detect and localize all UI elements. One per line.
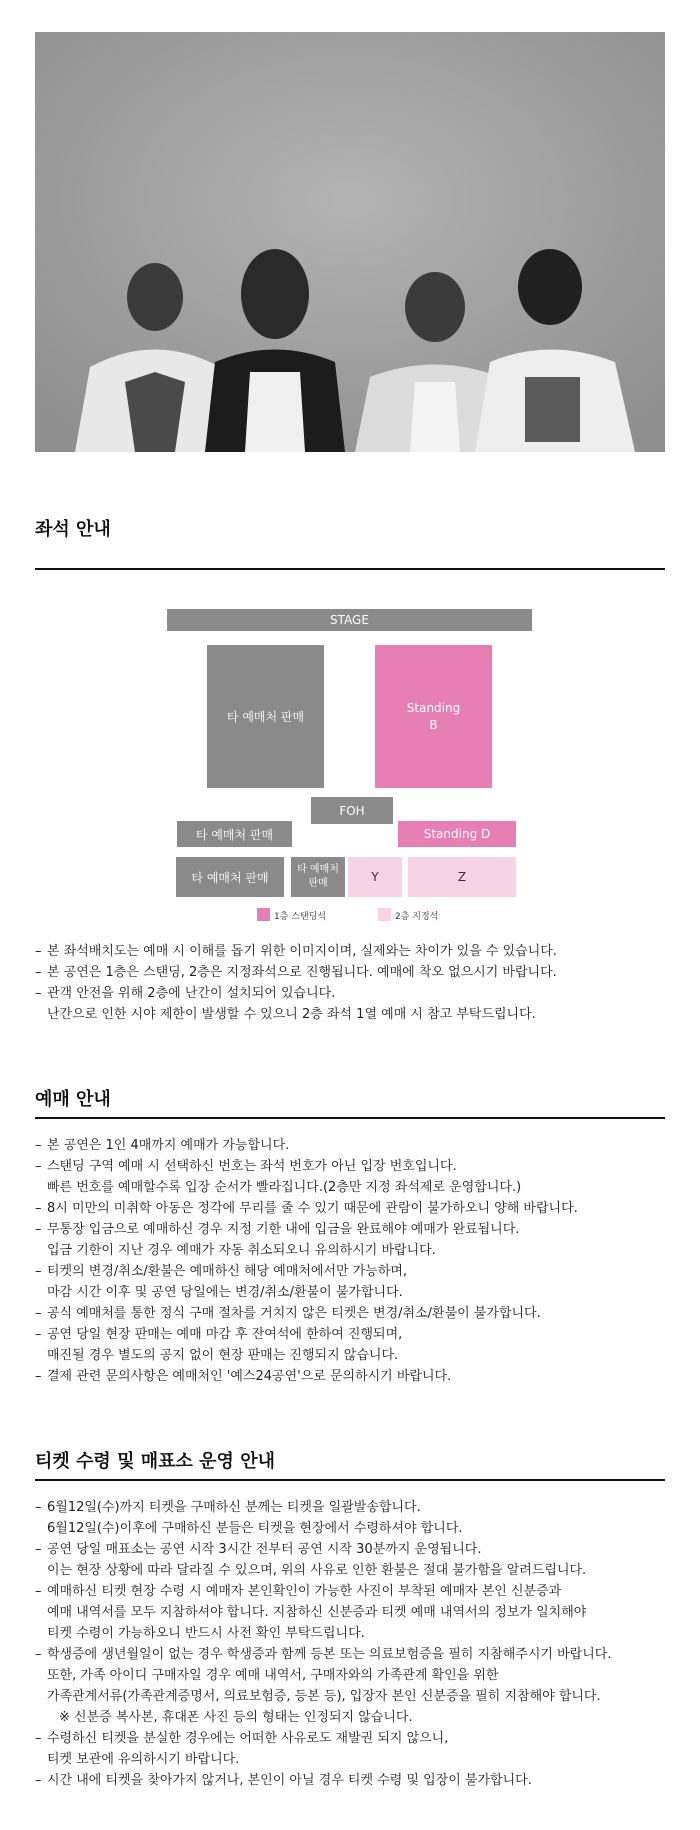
ticket-note-item [35,1728,665,1770]
booking-note-item [35,1198,665,1219]
booking-note-line: – 8시 미만의 미취학 아동은 정각에 무리를 줄 수 있기 때문에 관람이 불가하오니 양해 바랍니다. [47,1201,578,1216]
ticket-note-line: – 시간 내에 티켓을 찾아가지 않거나, 본인이 아닐 경우 티켓 수령 및 입장이 불가합니다. [47,1773,532,1788]
foh-area: FOH [311,797,393,824]
booking-note-line: – 스탠딩 구역 예매 시 선택하신 번호는 좌석 번호가 아닌 입장 번호입니다. [47,1159,457,1174]
ticket-title: 티켓 수령 및 매표소 운영 안내 [35,1451,275,1472]
ticket-note-line: – 수령하신 티켓을 분실한 경우에는 어떠한 사유로도 재발권 되지 않으니, [47,1731,449,1746]
booking-note-line: – 공식 예매처를 통한 정식 구매 절차를 거치지 않은 티켓은 변경/취소/환불이 불가합니다. [47,1306,541,1321]
ticket-note-line: 예매 내역서를 모두 지참하셔야 합니다. 지참하신 신분증과 티켓 예매 내역서의 정보가 일치해야 [47,1605,587,1620]
ticket-notes [35,1497,665,1791]
seating-note-line: – 관객 안전을 위해 2층에 난간이 설치되어 있습니다. [47,986,336,1001]
other-vendor-area-small: 타 예매처 판매 [291,857,345,897]
booking-note-item [35,1156,665,1198]
legend-reserved-swatch [378,908,391,921]
ticket-note-line: – 공연 당일 매표소는 공연 시작 3시간 전부터 공연 시작 30분까지 운영됩니다. [47,1542,482,1557]
legend-standing-swatch [257,908,270,921]
booking-note-line: – 본 공연은 1인 4매까지 예매가 가능합니다. [47,1138,290,1153]
ticket-note-line: 티켓 수령이 가능하오니 반드시 사전 확인 부탁드립니다. [47,1626,365,1641]
booking-note-item [35,1219,665,1261]
booking-divider [35,1117,665,1119]
booking-note-line: 빠른 번호를 예매할수록 입장 순서가 빨라집니다.(2층만 지정 좌석제로 운영합니다.) [47,1180,522,1195]
seating-note-line: 난간으로 인한 시야 제한이 발생할 수 있으니 2층 좌석 1열 예매 시 참고 부탁드립니다. [47,1007,536,1022]
ticket-note-line: 이는 현장 상황에 따라 달라질 수 있으며, 위의 사유로 인한 환불은 절대 불가함을 알려드립니다. [47,1563,587,1578]
seating-note-item [35,962,665,983]
booking-notes [35,1135,665,1387]
seating-note-line: – 본 공연은 1층은 스탠딩, 2층은 지정좌석으로 진행됩니다. 예매에 착오 없으시기 바랍니다. [47,965,557,980]
ticket-note-line: 6월12일(수)이후에 구매하신 분들은 티켓을 현장에서 수령하셔야 합니다. [47,1521,463,1536]
band-photo-icon [35,32,665,452]
ticket-divider [35,1479,665,1481]
seating-note-item [35,983,665,1025]
seating-note-item [35,941,665,962]
standing-d-area: Standing D [398,821,516,847]
ticket-note-item [35,1539,665,1581]
seating-note-line: – 본 좌석배치도는 예매 시 이해를 돕기 위한 이미지이며, 실제와는 차이가 있을 수 있습니다. [47,944,557,959]
booking-note-line: 매진될 경우 별도의 공지 없이 현장 판매는 진행되지 않습니다. [47,1348,399,1363]
booking-note-line: 입금 기한이 지난 경우 예매가 자동 취소되오니 유의하시기 바랍니다. [47,1243,436,1258]
seat-area-z: Z [408,857,516,897]
other-vendor-area-mid: 타 예매처 판매 [177,821,292,847]
legend-standing-label: 1층 스탠딩석 [274,912,327,922]
booking-note-line: – 결제 관련 문의사항은 예매처인 '예스24공연'으로 문의하시기 바랍니다. [47,1369,452,1384]
seating-divider [35,568,665,570]
ticket-note-line: 또한, 가족 아이디 구매자일 경우 예매 내역서, 구매자와의 가족관계 확인을 위한 [47,1668,499,1683]
booking-note-item [35,1261,665,1303]
booking-note-item [35,1366,665,1387]
other-vendor-area-low: 타 예매처 판매 [176,857,284,897]
ticket-note-line: 티켓 보관에 유의하시기 바랍니다. [47,1752,240,1767]
legend-reserved-label: 2층 지정석 [395,912,439,922]
seating-title: 좌석 안내 [35,519,111,540]
stage: STAGE [167,609,532,631]
ticket-note-line: 가족관계서류(가족관계증명서, 의료보험증, 등본 등), 입장자 본인 신분증을 필히 지참해야 합니다. [47,1689,601,1704]
ticket-note-item [35,1644,665,1728]
ticket-note-item [35,1581,665,1644]
booking-note-line: – 무통장 입금으로 예매하신 경우 지정 기한 내에 입금을 완료해야 예매가 완료됩니다. [47,1222,520,1237]
ticket-note-line: – 학생증에 생년월일이 없는 경우 학생증과 함께 등본 또는 의료보험증을 필히 지참해주시기 바랍니다. [47,1647,612,1662]
booking-note-line: – 공연 당일 현장 판매는 예매 마감 후 잔여석에 한하여 진행되며, [47,1327,403,1342]
seating-notes [35,941,665,1025]
booking-note-item [35,1324,665,1366]
booking-note-line: 마감 시간 이후 및 공연 당일에는 변경/취소/환불이 불가합니다. [47,1285,403,1300]
ticket-note-line: ※ 신분증 복사본, 휴대폰 사진 등의 형태는 인정되지 않습니다. [59,1710,413,1725]
ticket-note-item [35,1497,665,1539]
seat-area-y: Y [348,857,402,897]
standing-b-area: Standing B [375,645,492,788]
ticket-note-line: – 예매하신 티켓 현장 수령 시 예매자 본인확인이 가능한 사진이 부착된 예매자 본인 신분증과 [47,1584,562,1599]
booking-title: 예매 안내 [35,1089,111,1110]
other-vendor-area-big: 타 예매처 판매 [207,645,324,788]
booking-note-item [35,1135,665,1156]
band-photo [35,32,665,452]
booking-note-item [35,1303,665,1324]
ticket-note-line: – 6월12일(수)까지 티켓을 구매하신 분께는 티켓을 일괄발송합니다. [47,1500,421,1515]
ticket-note-item [35,1770,665,1791]
booking-note-line: – 티켓의 변경/취소/환불은 예매하신 해당 예매처에서만 가능하며, [47,1264,408,1279]
